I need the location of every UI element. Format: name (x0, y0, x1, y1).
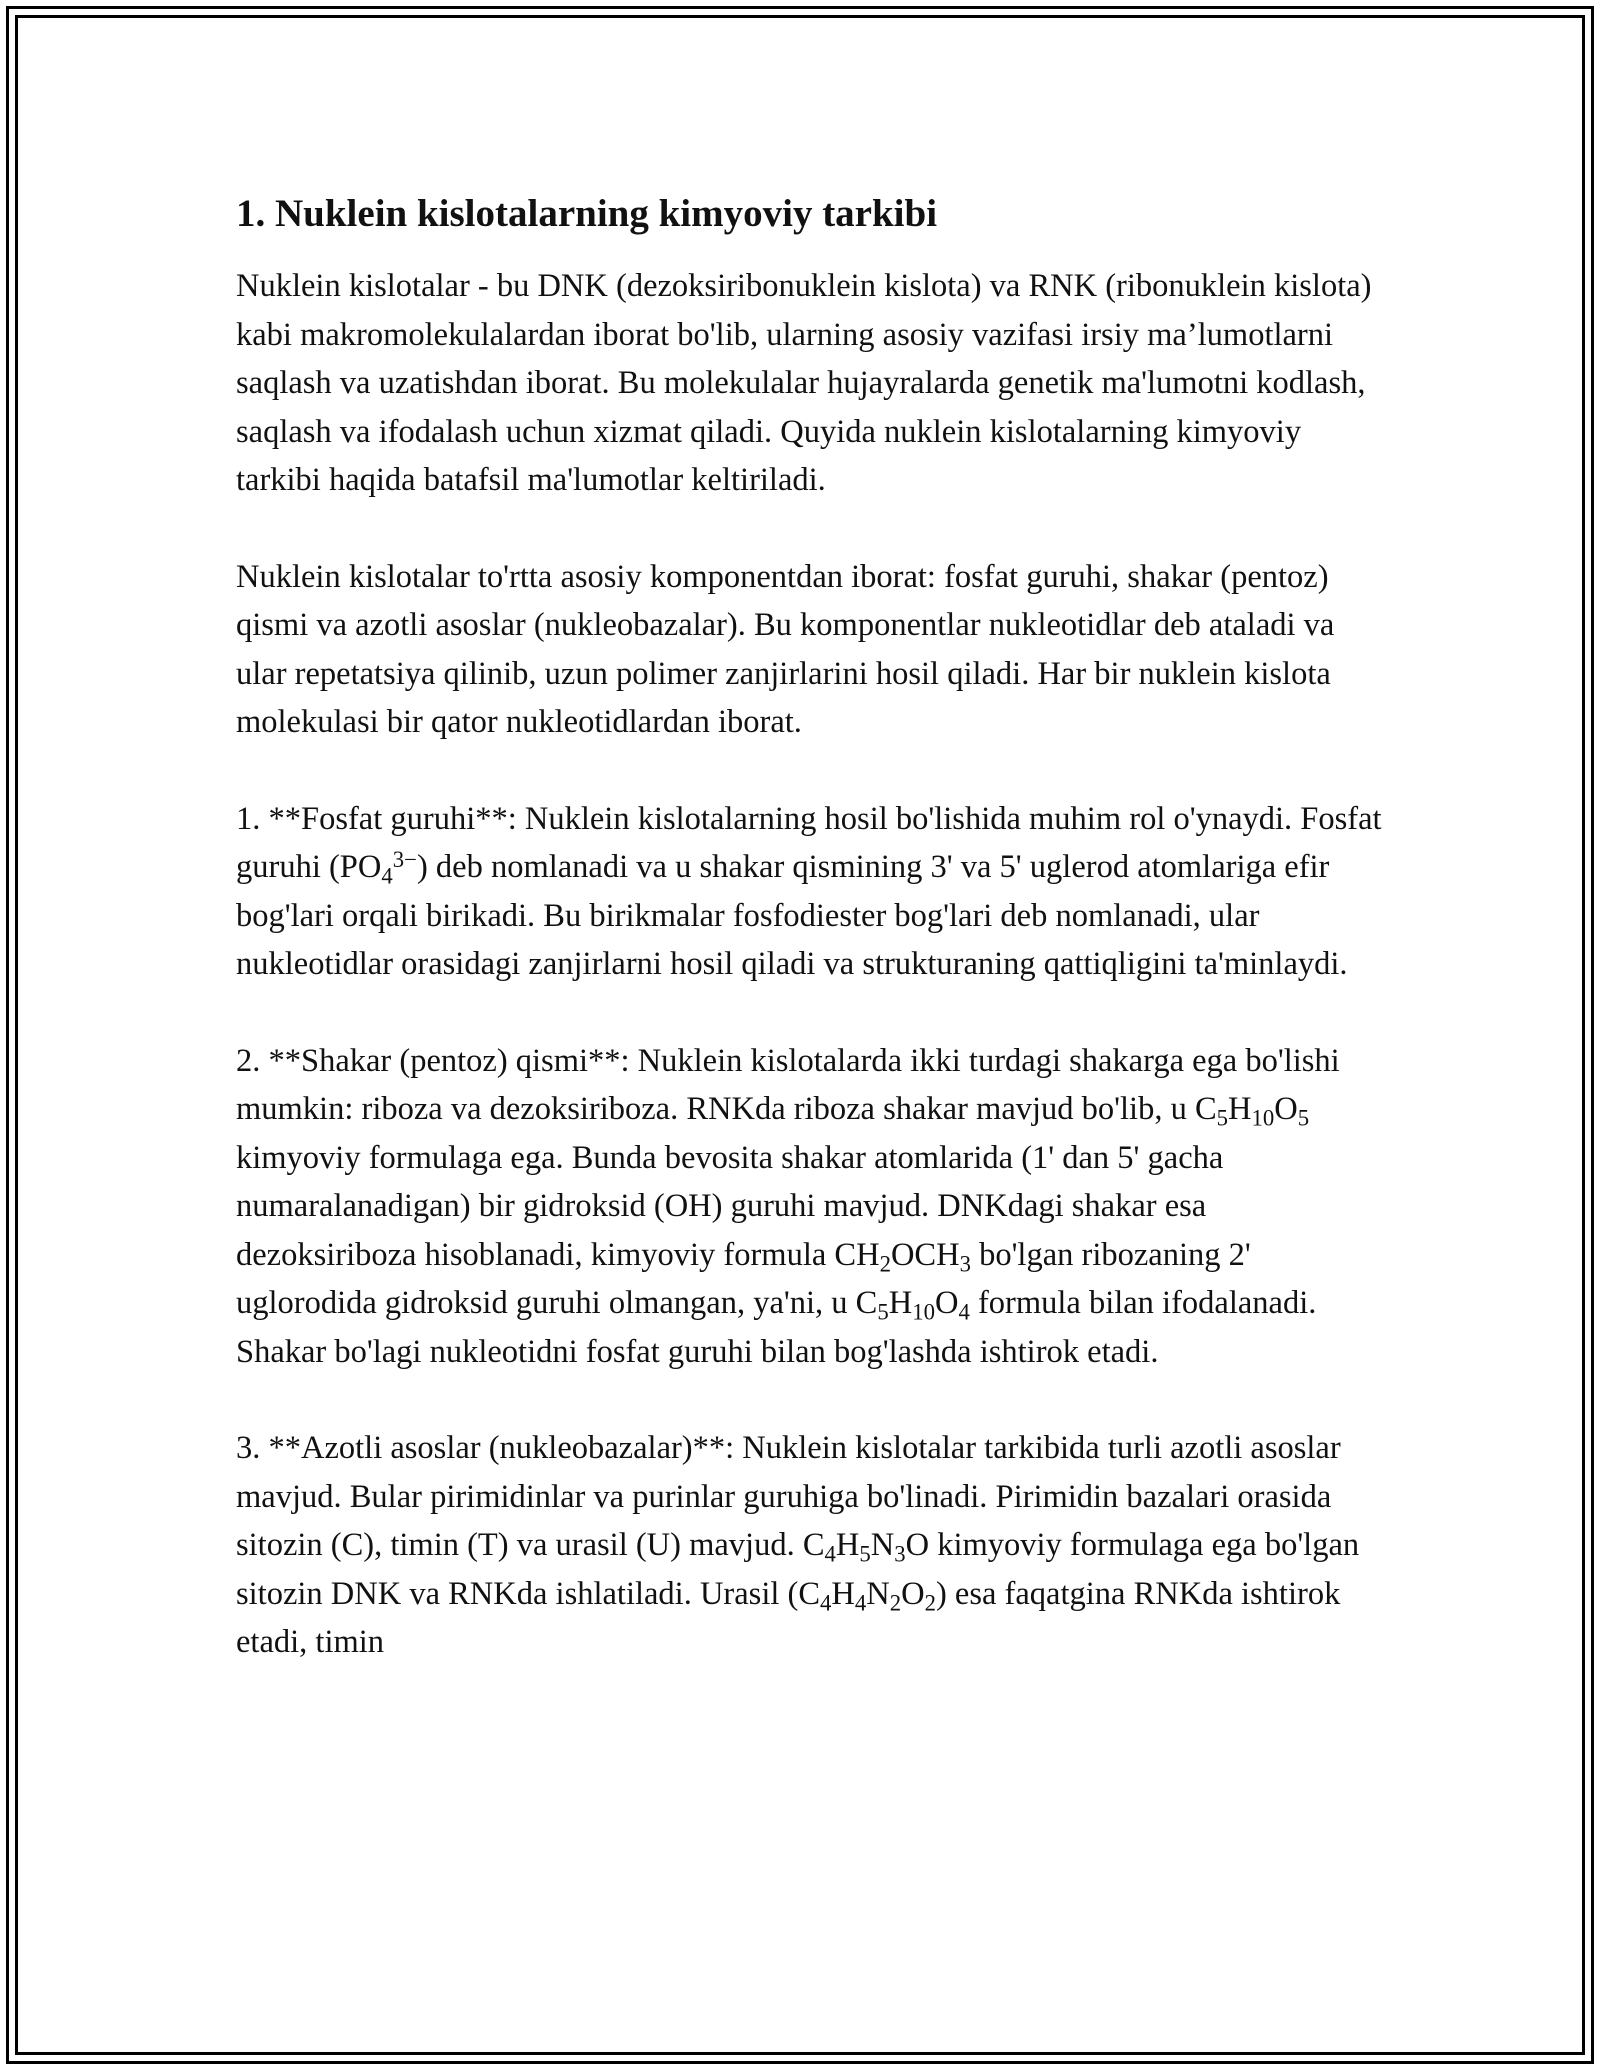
phosphate-paragraph: 1. **Fosfat guruhi**: Nuklein kislotalarning hosil bo'lishida muhim rol o'ynaydi. Fosfat guruhi $(PO_4^{3-})$ deb nomlanadi va u shakar qismining 3' va 5' uglerod atomlariga efir bog'lari orqali birikadi. Bu birikmalar fosfodiester bog'lari deb nomlanadi, ular nukleotidlar orasidagi zanjirlarni hosil qiladi va strukturaning qattiqligini ta'minlaydi. (236, 800, 1382, 982)
bases-paragraph: 3. **Azotli asoslar (nukleobazalar)**: Nuklein kislotalar tarkibida turli azotli asoslar mavjud. Bular pirimidinlar va purinlar guruhiga bo'linadi. Pirimidin bazalari orasida sitozin (C), timin (T) va urasil (U) mavjud. $C_4H_5N_3O$ kimyoviy formulaga ega bo'lgan sitozin DNK va RNKda ishlatiladi. Urasil $(C_4H_4N_2O_2)$ esa faqatgina RNKda ishtirok etadi, timin (236, 1430, 1360, 1660)
section-heading: 1. Nuklein kislotalarning kimyoviy tarkibi (236, 192, 938, 235)
intro-paragraph: Nuklein kislotalar - bu DNK (dezoksiribonuklein kislota) va RNK (ribonuklein kislota) kabi makromolekulalardan iborat bo'lib, ularning asosiy vazifasi irsiy ma’lumotlarni saqlash va uzatishdan iborat. Bu molekulalar hujayralarda genetik ma'lumotni kodlash, saqlash va ifodalash uchun xizmat qiladi. Quyida nuklein kislotalarning kimyoviy tarkibi haqida batafsil ma'lumotlar keltiriladi. (236, 268, 1372, 498)
components-paragraph: Nuklein kislotalar to'rtta asosiy komponentdan iborat: fosfat guruhi, shakar (pentoz) qismi va azotli asoslar (nukleobazalar). Bu komponentlar nukleotidlar deb ataladi va ular repetatsiya qilinib, uzun polimer zanjirlarini hosil qiladi. Har bir nuklein kislota molekulasi bir qator nukleotidlardan iborat. (236, 558, 1335, 740)
document-page (236, 186, 1386, 1667)
sugar-paragraph: 2. **Shakar (pentoz) qismi**: Nuklein kislotalarda ikki turdagi shakarga ega bo'lishi mumkin: riboza va dezoksiriboza. RNKda riboza shakar mavjud bo'lib, u $C_5H_{10}O_5$ kimyoviy formulaga ega. Bunda bevosita shakar atomlarida (1' dan 5' gacha numaralanadigan) bir gidroksid (OH) guruhi mavjud. DNKdagi shakar esa dezoksiriboza hisoblanadi, kimyoviy formula $CH_2OCH_3$ bo'lgan ribozaning 2' uglorodida gidroksid guruhi olmangan, ya'ni, u $C_5H_{10}O_4$ formula bilan ifodalanadi. Shakar bo'lagi nukleotidni fosfat guruhi bilan bog'lashda ishtirok etadi. (236, 1042, 1340, 1370)
